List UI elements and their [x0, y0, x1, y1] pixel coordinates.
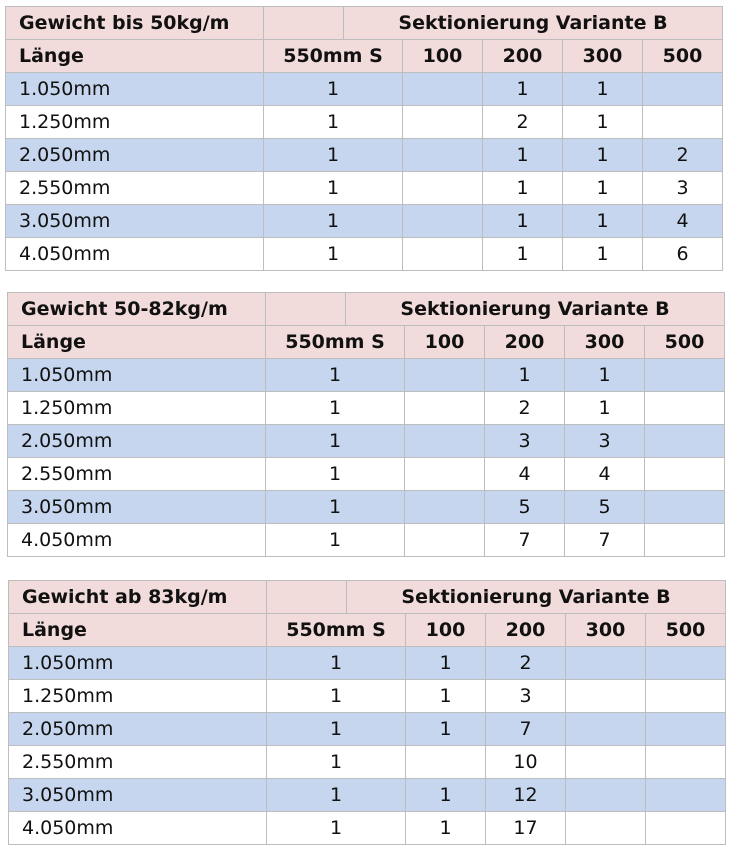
cell-200: 2 [483, 106, 563, 139]
column-header-length: Länge [6, 40, 264, 73]
cell-500 [645, 491, 725, 524]
cell-550mm-s: 1 [266, 425, 405, 458]
cell-500: 4 [643, 205, 723, 238]
column-header-row [6, 40, 723, 73]
cell-100 [403, 73, 483, 106]
cell-550mm-s: 1 [266, 359, 405, 392]
table-row [6, 106, 723, 139]
row-length-cell: 3.050mm [9, 779, 267, 812]
cell-200: 1 [483, 139, 563, 172]
cell-300: 1 [563, 172, 643, 205]
cell-500: 6 [643, 238, 723, 271]
cell-300: 7 [565, 524, 645, 557]
table-row [8, 524, 725, 557]
row-length-cell: 3.050mm [8, 491, 266, 524]
cell-550mm-s: 1 [267, 680, 406, 713]
cell-550mm-s: 1 [267, 746, 406, 779]
column-header-500: 500 [643, 40, 723, 73]
table-title: Gewicht ab 83kg/m [9, 581, 267, 614]
column-header-550mm-s: 550mm S [266, 326, 405, 359]
cell-550mm-s: 1 [266, 392, 405, 425]
table-title: Gewicht bis 50kg/m [6, 7, 264, 40]
cell-550mm-s: 1 [267, 647, 406, 680]
cell-200: 1 [483, 172, 563, 205]
cell-500 [643, 73, 723, 106]
section-title: Sektionierung Variante B [346, 293, 725, 326]
column-header-550mm-s: 550mm S [267, 614, 406, 647]
table-row [6, 139, 723, 172]
cell-200: 17 [486, 812, 566, 845]
table-row [6, 73, 723, 106]
title-spacer-cell [267, 581, 347, 614]
cell-100 [403, 172, 483, 205]
cell-100 [405, 458, 485, 491]
cell-200: 5 [485, 491, 565, 524]
cell-200: 7 [486, 713, 566, 746]
table-row [9, 812, 726, 845]
section-title: Sektionierung Variante B [344, 7, 723, 40]
row-length-cell: 1.050mm [9, 647, 267, 680]
cell-500 [646, 647, 726, 680]
column-header-100: 100 [405, 326, 485, 359]
column-header-200: 200 [486, 614, 566, 647]
cell-200: 2 [485, 392, 565, 425]
table-row [8, 392, 725, 425]
cell-300: 1 [563, 238, 643, 271]
row-length-cell: 1.250mm [9, 680, 267, 713]
cell-300: 5 [565, 491, 645, 524]
row-length-cell: 2.050mm [6, 139, 264, 172]
cell-500: 2 [643, 139, 723, 172]
cell-100 [405, 491, 485, 524]
cell-550mm-s: 1 [267, 812, 406, 845]
cell-100: 1 [406, 812, 486, 845]
cell-200: 12 [486, 779, 566, 812]
title-row [6, 7, 723, 40]
cell-500 [645, 392, 725, 425]
cell-200: 10 [486, 746, 566, 779]
column-header-300: 300 [565, 326, 645, 359]
row-length-cell: 1.050mm [8, 359, 266, 392]
cell-550mm-s: 1 [266, 491, 405, 524]
cell-300: 4 [565, 458, 645, 491]
column-header-100: 100 [406, 614, 486, 647]
table-row [8, 425, 725, 458]
weight-table-1 [5, 6, 723, 271]
cell-100 [405, 392, 485, 425]
row-length-cell: 2.550mm [6, 172, 264, 205]
cell-100 [403, 205, 483, 238]
column-header-550mm-s: 550mm S [264, 40, 403, 73]
weight-table-2 [7, 292, 725, 557]
column-header-100: 100 [403, 40, 483, 73]
cell-200: 3 [486, 680, 566, 713]
cell-550mm-s: 1 [266, 458, 405, 491]
row-length-cell: 2.050mm [9, 713, 267, 746]
cell-500 [646, 713, 726, 746]
cell-100: 1 [406, 680, 486, 713]
title-row [8, 293, 725, 326]
table-row [9, 680, 726, 713]
row-length-cell: 4.050mm [6, 238, 264, 271]
row-length-cell: 4.050mm [9, 812, 267, 845]
cell-300 [566, 812, 646, 845]
cell-500 [645, 359, 725, 392]
column-header-500: 500 [646, 614, 726, 647]
cell-100 [403, 139, 483, 172]
row-length-cell: 1.250mm [8, 392, 266, 425]
table-row [9, 779, 726, 812]
table-row [9, 746, 726, 779]
row-length-cell: 2.550mm [9, 746, 267, 779]
cell-100: 1 [406, 713, 486, 746]
table-row [8, 359, 725, 392]
row-length-cell: 1.250mm [6, 106, 264, 139]
column-header-300: 300 [563, 40, 643, 73]
cell-200: 7 [485, 524, 565, 557]
cell-300: 1 [563, 106, 643, 139]
cell-200: 1 [483, 73, 563, 106]
cell-300: 1 [563, 139, 643, 172]
cell-100 [405, 524, 485, 557]
table-row [8, 491, 725, 524]
cell-500 [646, 779, 726, 812]
column-header-length: Länge [9, 614, 267, 647]
table-row [6, 172, 723, 205]
cell-100 [405, 359, 485, 392]
row-length-cell: 4.050mm [8, 524, 266, 557]
cell-500 [645, 524, 725, 557]
table-title: Gewicht 50-82kg/m [8, 293, 266, 326]
cell-300: 1 [563, 73, 643, 106]
cell-100: 1 [406, 779, 486, 812]
cell-200: 2 [486, 647, 566, 680]
cell-550mm-s: 1 [267, 713, 406, 746]
cell-200: 3 [485, 425, 565, 458]
cell-300: 1 [565, 359, 645, 392]
cell-200: 4 [485, 458, 565, 491]
cell-100 [405, 425, 485, 458]
cell-200: 1 [483, 238, 563, 271]
cell-300 [566, 779, 646, 812]
weight-table-3 [8, 580, 726, 845]
cell-300 [566, 647, 646, 680]
cell-500 [643, 106, 723, 139]
title-spacer-cell [266, 293, 346, 326]
column-header-length: Länge [8, 326, 266, 359]
table-row [9, 647, 726, 680]
cell-550mm-s: 1 [266, 524, 405, 557]
column-header-row [9, 614, 726, 647]
cell-300: 1 [565, 392, 645, 425]
column-header-300: 300 [566, 614, 646, 647]
cell-100 [403, 238, 483, 271]
table-row [6, 205, 723, 238]
row-length-cell: 2.550mm [8, 458, 266, 491]
cell-300: 3 [565, 425, 645, 458]
row-length-cell: 3.050mm [6, 205, 264, 238]
column-header-row [8, 326, 725, 359]
cell-550mm-s: 1 [264, 205, 403, 238]
row-length-cell: 2.050mm [8, 425, 266, 458]
cell-300 [566, 713, 646, 746]
cell-100: 1 [406, 647, 486, 680]
cell-200: 1 [483, 205, 563, 238]
cell-100 [403, 106, 483, 139]
cell-500 [646, 680, 726, 713]
cell-300: 1 [563, 205, 643, 238]
table-row [8, 458, 725, 491]
cell-550mm-s: 1 [264, 139, 403, 172]
section-title: Sektionierung Variante B [347, 581, 726, 614]
cell-550mm-s: 1 [267, 779, 406, 812]
cell-200: 1 [485, 359, 565, 392]
title-spacer-cell [264, 7, 344, 40]
row-length-cell: 1.050mm [6, 73, 264, 106]
table-row [6, 238, 723, 271]
cell-550mm-s: 1 [264, 172, 403, 205]
table-row [9, 713, 726, 746]
cell-500 [646, 746, 726, 779]
cell-550mm-s: 1 [264, 238, 403, 271]
title-row [9, 581, 726, 614]
cell-500 [645, 458, 725, 491]
column-header-500: 500 [645, 326, 725, 359]
cell-500: 3 [643, 172, 723, 205]
cell-550mm-s: 1 [264, 106, 403, 139]
column-header-200: 200 [485, 326, 565, 359]
cell-500 [645, 425, 725, 458]
cell-300 [566, 680, 646, 713]
cell-500 [646, 812, 726, 845]
cell-100 [406, 746, 486, 779]
cell-550mm-s: 1 [264, 73, 403, 106]
column-header-200: 200 [483, 40, 563, 73]
cell-300 [566, 746, 646, 779]
